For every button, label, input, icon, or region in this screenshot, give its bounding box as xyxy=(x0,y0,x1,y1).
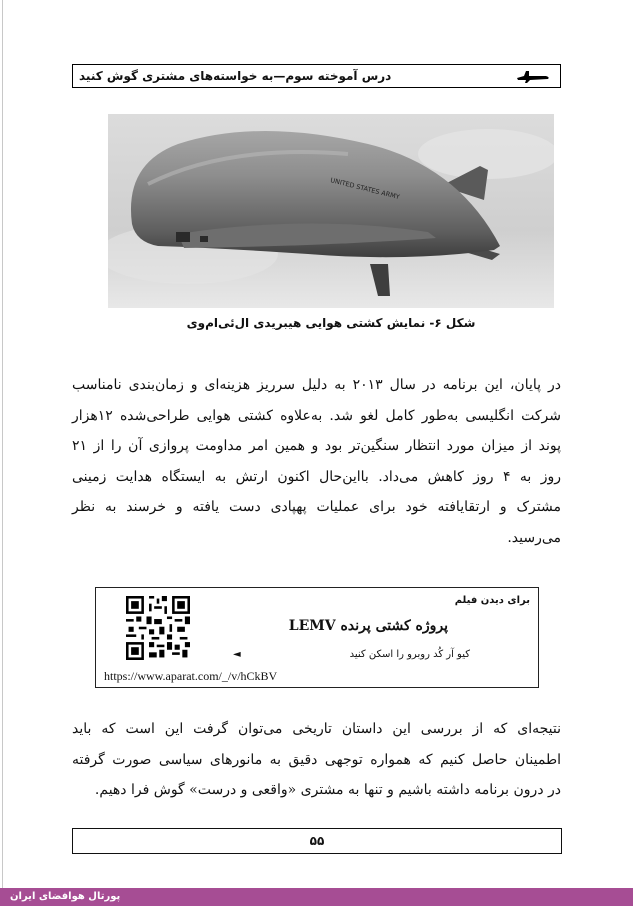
airship-photo xyxy=(108,114,554,308)
qr-code-icon[interactable] xyxy=(126,596,190,660)
hull-text: UNITED STATES ARMY xyxy=(329,176,401,202)
page-edge xyxy=(2,0,3,888)
page-number-box xyxy=(72,828,562,854)
video-url[interactable]: https://www.aparat.com/_/v/hCkBV xyxy=(104,669,278,683)
text-line: روز به ۴ روز کاهش می‌داد. بااین‌حال اکنون ارتش به ایستگاه هدایت زمینی xyxy=(72,468,562,485)
video-title: پروژه کشتی پرنده LEMV xyxy=(288,618,448,634)
text-line: شرکت انگلیسی به‌طور کامل لغو شد. به‌علاوه کشتی هوایی طراحی‌شده ۱۲هزار xyxy=(72,407,561,424)
body-paragraph-1 xyxy=(72,370,561,553)
header-title: درس آموخته سوم—به خواسته‌های مشتری گوش کنید xyxy=(79,69,392,83)
chapter-header xyxy=(72,64,561,88)
video-box xyxy=(95,587,539,688)
portal-name[interactable]: پورتال هوافضای ایران xyxy=(10,891,121,902)
text-line: در درون برنامه داشته باشیم و تنها به مشتری «واقعی و درست» گوش فرا دهیم. xyxy=(94,782,561,798)
figure-caption: شکل ۶- نمایش کشتی هوایی هیبریدی ال‌ئی‌ام‌وی xyxy=(186,316,476,330)
arrow-left-icon: ◄ xyxy=(233,649,241,660)
video-label: برای دیدن فیلم xyxy=(454,595,530,606)
text-line: مشترک و ارتقایافته خود برای عملیات پهپادی دست یافته و خرسند به نظر xyxy=(72,499,561,515)
airplane-icon xyxy=(516,70,550,84)
scan-hint: کیو آر کُد روبرو را اسکن کنید xyxy=(349,649,470,660)
body-paragraph-2 xyxy=(72,714,561,806)
text-line: می‌رسید. xyxy=(507,529,561,546)
text-line: پوند از میزان مورد انتظار سنگین‌تر بود و همین امر مداومت پروازی آن را از ۲۱ xyxy=(72,438,561,454)
text-line: اطمینان حاصل کنیم که همواره توجهی دقیق به مانورهای سیاسی صورت گرفته xyxy=(72,751,561,768)
text-line: در پایان، این برنامه در سال ۲۰۱۳ به دلیل سرریز هزینه‌ای و زمان‌بندی نامناسب xyxy=(72,377,561,393)
text-line: نتیجه‌ای که از بررسی این داستان تاریخی می‌توان گرفت این است که باید xyxy=(72,721,561,737)
portal-footer-bar xyxy=(0,888,633,906)
page-number: ۵۵ xyxy=(309,834,325,848)
